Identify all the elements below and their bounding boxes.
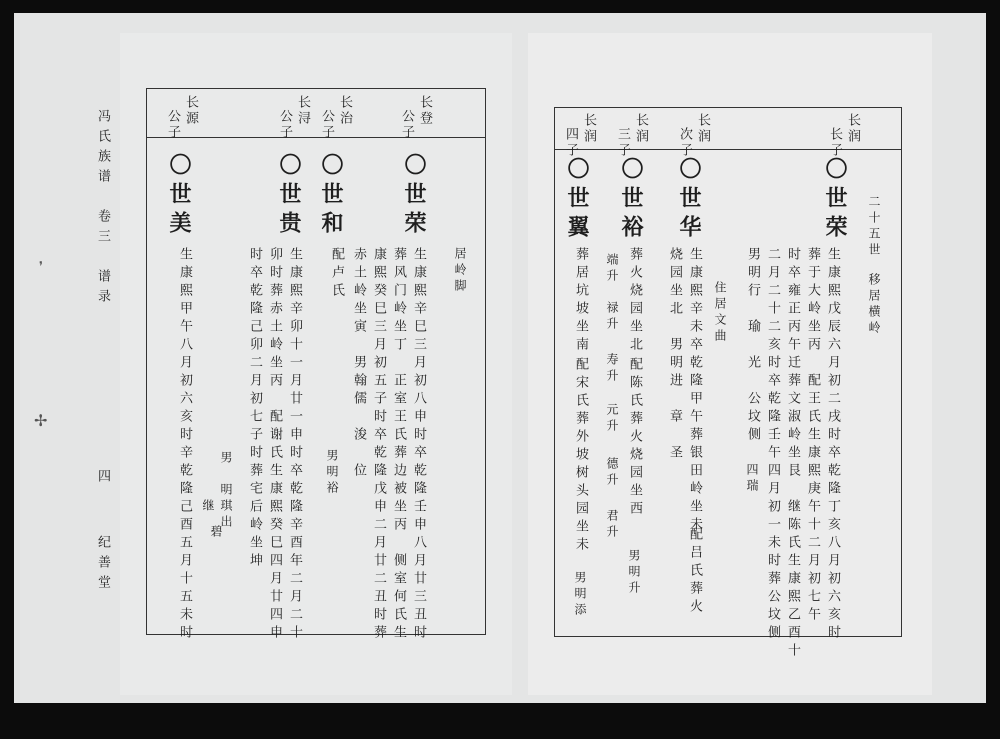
sons-shimei-4: 碧 [209,525,223,541]
header-changzhi: 长治 [337,95,352,127]
sons-shimei-1: 男 [219,451,233,467]
son-de: 德升 [605,457,619,489]
body-shirong-left-4: 赤土岭坐寅 男翰儒 浚 位 [351,247,366,481]
body-shiyu-2: 配陈氏葬火烧园坐西 [627,357,642,519]
header-changrun-2: 长润 [695,113,710,145]
body-shigui-2: 卯时葬赤土岭坐丙 配谢氏生康熙癸巳四月廿四申 [267,247,282,643]
son-shou: 寿升 [605,353,619,385]
left-header-rule [146,137,486,138]
header-changrun-4: 长润 [581,113,596,145]
sons-shiyi: 男明添 [573,571,587,619]
header-fourth-son: 四子 [563,127,578,159]
spine-ink-mark: ✢ [34,411,48,430]
name-shiyi: 〇世翼 [564,157,590,244]
son-duan: 端升 [605,253,619,285]
right-header-rule [554,149,902,150]
sons-shimei-3: 继 [201,499,215,515]
right-page [528,33,932,695]
body-shirong-left-2: 葬风门岭坐丁 正室王氏葬边被坐丙 侧室何氏生 [391,247,406,643]
son-yuan: 元升 [605,403,619,435]
name-shirong-left: 〇世荣 [401,153,427,240]
left-page [120,33,512,695]
header-changrun-3: 长润 [633,113,648,145]
spine-hall-name: 纪善堂 [95,535,110,595]
header-eldest-son: 长子 [827,127,842,159]
body-shimei: 生康熙甲午八月初六亥时辛乾隆己酉五月十五未时 [177,247,192,643]
body-shirong-left-3: 康熙癸巳三月初五子时卒乾隆戊申二月廿二丑时葬 [371,247,386,643]
name-shimei: 〇世美 [166,153,192,240]
name-shigui: 〇世贵 [276,153,302,240]
body-shigui-1: 生康熙辛卯十一月廿一申时卒乾隆辛酉年二月二十 [287,247,302,643]
sons-shihe: 男明裕 [325,449,339,497]
body-shigui-3: 时卒乾隆己卯二月初七子时葬宅后岭坐坤 [247,247,262,571]
body-shihua-2: 配吕氏葬火 [687,527,702,617]
header-changdeng: 长登 [417,95,432,127]
body-shirong-left-1: 生康熙辛巳三月初八申时卒乾隆壬申八月廿三丑时 [411,247,426,643]
body-shiyu-1: 葬火烧园坐北 [627,247,642,355]
body-shiyi-1: 葬居坑坡坐南 [573,247,588,355]
name-shihe: 〇世和 [318,153,344,240]
spine-title: 冯氏族谱 卷三 谱录 [95,109,110,309]
header-gongzi: 公子 [165,109,180,141]
body-shirong-right-1: 生康熙戊辰六月初二戌时卒乾隆丁亥八月初六亥时 [825,247,840,643]
spine-page-number: 四 [95,469,110,489]
name-shihua: 〇世华 [676,157,702,244]
sons-shimei-2: 明琪出 [219,483,233,531]
body-shirong-right-2: 葬于大岭坐丙 配王氏生康熙庚午十二月初七午 [805,247,820,625]
header-changyuan: 长源 [183,95,198,127]
body-shirong-right-5: 男明行 瑜 光 公坟侧 [745,247,760,445]
header-gongzi: 公子 [399,109,414,141]
body-shirong-right-3: 时卒雍正丙午迁葬文淑岭坐艮 继陈氏生康熙乙酉十 [785,247,800,661]
name-shirong-right: 〇世荣 [822,157,848,244]
sons-shiyu-main: 男明升 [627,549,641,597]
body-shihua-1: 生康熙辛未卒乾隆甲午葬银田岭坐未 [687,247,702,535]
generation-label: 二十五世 [867,195,881,259]
residence-wenqu: 住居文曲 [713,281,727,345]
header-changxun: 长浔 [295,95,310,127]
header-gongzi: 公子 [277,109,292,141]
residence-lingjiao: 居岭脚 [453,247,467,295]
son-lu: 禄升 [605,301,619,333]
header-gongzi: 公子 [319,109,334,141]
name-shiyu: 〇世裕 [618,157,644,244]
body-shihua-3: 烧园坐北 男明进 章 圣 [667,247,682,463]
body-shihe: 配卢氏 [329,247,344,301]
scanned-sheet [14,13,986,703]
son-jun: 君升 [605,509,619,541]
body-shiyi-2: 配宋氏葬外坡树头园坐未 [573,357,588,555]
migration-note: 移居横岭 [867,273,881,337]
edge-ink-mark: ❜ [39,259,43,273]
sons-shirong-right: 四瑞 [745,463,759,495]
body-shirong-right-4: 二月二十二亥时卒乾隆壬午四月初一未时葬公坟侧 [765,247,780,643]
header-changrun-1: 长润 [845,113,860,145]
left-page-frame [146,88,486,635]
header-second-son: 次子 [677,127,692,159]
header-third-son: 三子 [615,127,630,159]
